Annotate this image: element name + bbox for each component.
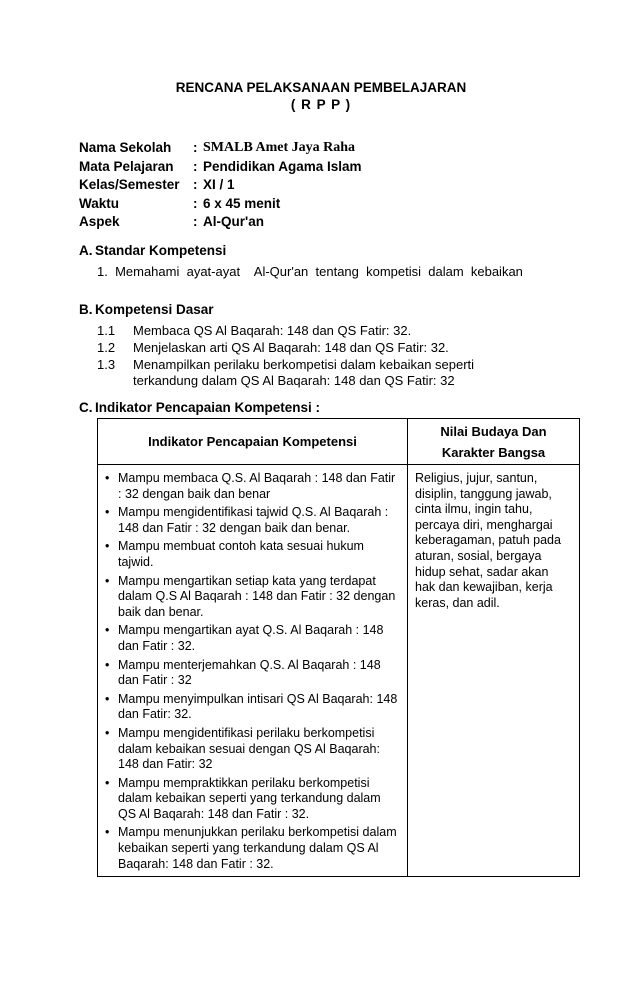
info-label: Waktu <box>79 195 119 211</box>
indicator-cell <box>98 465 408 877</box>
indicator-text: Mampu mempraktikkan perilaku berkompetisi dalam kebaikan seperti yang terkandung dalam QS Al Baqarah: 148 dan Fatir : 32. <box>118 775 381 821</box>
indicator-column-header: Indikator Pencapaian Kompetensi <box>98 419 408 465</box>
list-item <box>105 471 398 502</box>
info-row-school <box>79 140 362 159</box>
list-item <box>105 505 398 536</box>
section-b-heading <box>79 302 214 317</box>
document-title: RENCANA PELAKSANAAN PEMBELAJARAN <box>175 80 467 95</box>
standard-competency-item: 1. Memahami ayat-ayat Al-Qur'an tentang kompetisi dalam kebaikan <box>97 264 523 279</box>
indicator-text: Mampu menyimpulkan intisari QS Al Baqarah: 148 dan Fatir: 32. <box>118 691 398 722</box>
values-header-line-2: Karakter Bangsa <box>441 445 546 460</box>
indicator-text: Mampu mengartikan setiap kata yang terdapat dalam Q.S Al Baqarah : 148 dan Fatir : 32 dengan baik dan benar. <box>118 573 396 619</box>
info-colon: : <box>193 158 198 174</box>
competency-number: 1.2 <box>97 340 116 355</box>
info-value: Al-Qur'an <box>203 214 264 229</box>
info-row-subject <box>79 159 362 178</box>
indicator-text: Mampu menunjukkan perilaku berkompetisi dalam kebaikan seperti yang terkandung dalam QS Al Baqarah: 148 dan Fatir : 32. <box>118 825 397 871</box>
indicator-list <box>99 466 406 872</box>
bullet-icon: • <box>105 825 110 840</box>
info-colon: : <box>193 214 198 229</box>
indicator-text: Mampu mengidentifikasi tajwid Q.S. Al Baqarah : 148 dan Fatir : 32 dengan baik dan benar. <box>118 505 389 535</box>
bullet-icon: • <box>105 691 110 706</box>
identity-table <box>79 140 362 233</box>
bullet-icon: • <box>105 471 110 485</box>
info-label: Aspek <box>79 214 120 229</box>
values-column-header <box>408 419 580 465</box>
competency-text: Menjelaskan arti QS Al Baqarah: 148 dan QS Fatir: 32. <box>133 340 449 355</box>
section-a-heading <box>79 243 226 258</box>
section-title: Indikator Pencapaian Kompetensi : <box>95 400 321 415</box>
values-header-line-1: Nilai Budaya Dan <box>440 424 547 439</box>
competency-text: Membaca QS Al Baqarah: 148 dan QS Fatir: 32. <box>133 323 412 338</box>
list-item <box>105 776 398 823</box>
bullet-icon: • <box>105 725 110 740</box>
section-letter: C. <box>79 400 93 415</box>
info-row-time <box>79 196 362 215</box>
indicator-table <box>97 418 580 877</box>
table-header-row <box>98 419 580 465</box>
indicator-text: Mampu membaca Q.S. Al Baqarah : 148 dan Fatir : 32 dengan baik dan benar <box>118 471 396 501</box>
competency-text: Menampilkan perilaku berkompetisi dalam kebaikan seperti terkandung dalam QS Al Baqarah: 148 dan QS Fatir: 32 <box>133 357 475 388</box>
info-value: Pendidikan Agama Islam <box>203 158 362 174</box>
table-row <box>98 465 580 877</box>
list-item <box>105 539 398 570</box>
info-label: Kelas/Semester <box>79 177 180 192</box>
section-title: Kompetensi Dasar <box>95 302 214 317</box>
values-cell <box>408 465 580 877</box>
indicator-text: Mampu mengartikan ayat Q.S. Al Baqarah : 148 dan Fatir : 32. <box>118 623 384 653</box>
info-colon: : <box>193 177 198 192</box>
indicator-text: Mampu mengidentifikasi perilaku berkompetisi dalam kebaikan sesuai dengan QS Al Baqarah: 148 dan Fatir: 32 <box>118 725 380 772</box>
document-subtitle: ( R P P ) <box>290 97 352 112</box>
competency-number: 1.1 <box>97 323 116 338</box>
character-values-text: Religius, jujur, santun, disiplin, tanggung jawab, cinta ilmu, ingin tahu, percaya diri, menghargai keberagaman, patuh pada aturan, sosial, bergaya hidup sehat, sadar akan hak dan kewajiban, kerja keras, dan adil. <box>415 471 561 610</box>
section-c-heading <box>79 400 320 415</box>
list-item <box>105 658 398 689</box>
competency-number: 1.3 <box>97 357 116 372</box>
info-row-class <box>79 177 362 196</box>
info-label: Mata Pelajaran <box>79 158 174 174</box>
bullet-icon: • <box>105 573 110 588</box>
section-title: Standar Kompetensi <box>95 243 227 258</box>
indicator-text: Mampu menterjemahkan Q.S. Al Baqarah : 148 dan Fatir : 32 <box>118 657 381 688</box>
list-item <box>105 574 398 621</box>
list-item <box>105 623 398 654</box>
info-value: SMALB Amet Jaya Raha <box>203 140 356 155</box>
info-colon: : <box>193 195 198 211</box>
info-value: 6 x 45 menit <box>203 195 281 211</box>
bullet-icon: • <box>105 539 110 554</box>
list-item <box>105 726 398 773</box>
section-letter: B. <box>79 302 93 317</box>
indicator-text: Mampu membuat contoh kata sesuai hukum tajwid. <box>118 539 364 569</box>
list-item <box>105 692 398 723</box>
bullet-icon: • <box>105 657 110 672</box>
bullet-icon: • <box>105 505 110 520</box>
info-colon: : <box>193 140 198 155</box>
section-letter: A. <box>79 243 93 258</box>
list-item <box>105 825 398 872</box>
info-value: XI / 1 <box>203 177 235 192</box>
bullet-icon: • <box>105 623 110 638</box>
bullet-icon: • <box>105 775 110 790</box>
info-row-aspect <box>79 214 362 233</box>
info-label: Nama Sekolah <box>79 140 172 155</box>
